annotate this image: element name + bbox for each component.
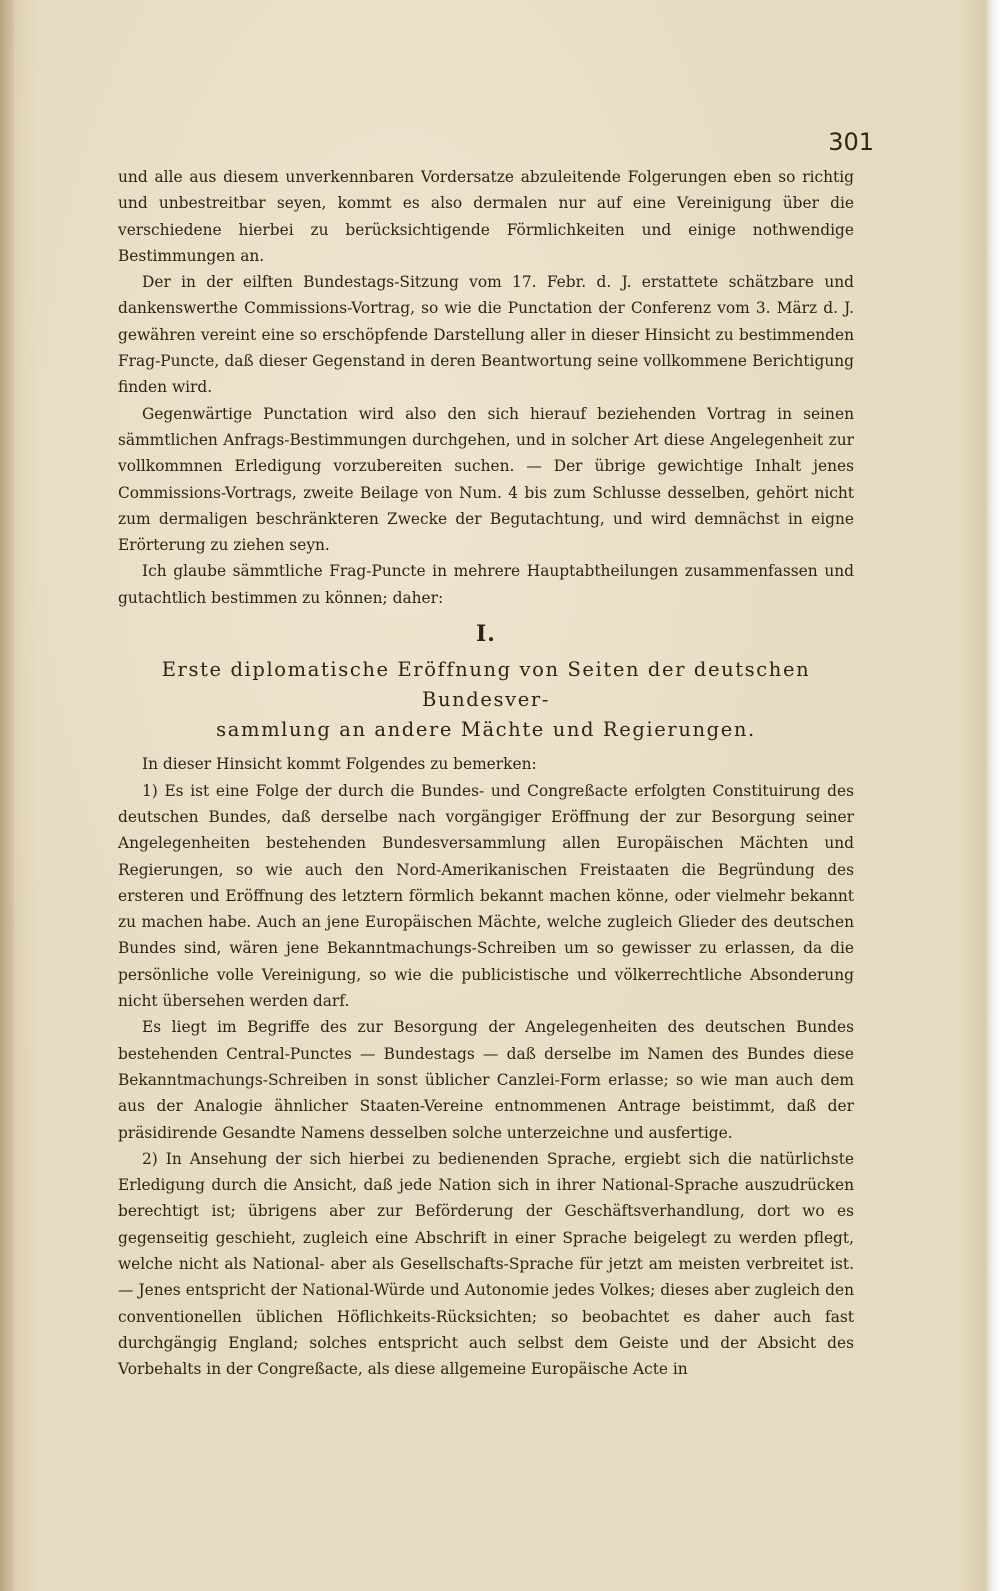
paragraph-main-questions: Ich glaube sämmtliche Frag-Puncte in mehrere Hauptabtheilungen zusammenfassen und gutachtlich bestimmen zu können; daher:: [118, 562, 854, 607]
page-spine-shadow: [0, 0, 14, 1591]
page-body: [118, 164, 854, 1382]
page-number: 301: [828, 128, 874, 156]
paragraph-commission-report: Der in der eilften Bundestags-Sitzung vom 17. Febr. d. J. erstattete schätzbare und dankenswerthe Commissions-Vortrag, so wie die Punctation der Conferenz vom 3. März d. J. gewähren vereint eine so erschöpfende Darstellung aller in dieser Hinsicht zu bestimmenden Frag-Puncte, daß dieser Gegenstand in deren Beantwortung seine vollkommene Berichtigung finden wird.: [118, 273, 854, 397]
section-heading-line-2: sammlung an andere Mächte und Regierungen.: [216, 718, 756, 742]
section-heading-line-1: Erste diplomatische Eröffnung von Seiten der deutschen Bundesver-: [161, 658, 811, 712]
paragraph-point-2: 2) In Ansehung der sich hierbei zu bedienenden Sprache, ergiebt sich die natürlichste Erledigung durch die Ansicht, daß jede Nation sich in ihrer National-Sprache auszudrücken berechtigt ist; übrigens aber zur Beförderung der Geschäftsverhandlung, dort wo es gegenseitig geschieht, zugleich eine Abschrift in einer Sprache beigelegt zu werden pflegt, welche nicht als National- aber als Gesellschafts-Sprache für jetzt am meisten verbreitet ist. — Jenes entspricht der National-Würde und Autonomie jedes Volkes; dieses aber zugleich den conventionellen üblichen Höflichkeits-Rücksichten; so beobachtet es daher auch fast durchgängig England; solches entspricht auch selbst dem Geiste und der Absicht des Vorbehalts in der Congreßacte, als diese allgemeine Europäische Acte in: [118, 1149, 854, 1379]
paragraph-central-point: Es liegt im Begriffe des zur Besorgung der Angelegenheiten des deutschen Bundes bestehenden Central-Punctes — Bundestags — daß derselbe im Namen des Bundes diese Bekanntmachungs-Schreiben in sonst üblicher Canzlei-Form erlasse; so wie man auch dem aus der Analogie ähnlicher Staaten-Vereine entnommenen Antrage beistimmt, daß der präsidirende Gesandte Namens desselben solche unterzeichne und ausfertige.: [118, 1018, 854, 1142]
paragraph-intro: In dieser Hinsicht kommt Folgendes zu bemerken:: [142, 755, 537, 774]
section-heading: [118, 655, 854, 745]
paragraph-continuation: und alle aus diesem unverkennbaren Vordersatze abzuleitende Folgerungen eben so richtig und unbestreitbar seyen, kommt es also dermalen nur auf eine Vereinigung über die verschiedene hierbei zu berücksichtigende Förmlichkeiten und einige nothwendige Bestimmungen an.: [118, 168, 854, 265]
paragraph-punctation: Gegenwärtige Punctation wird also den sich hierauf beziehenden Vortrag in seinen sämmtlichen Anfrags-Bestimmungen durchgehen, und in solcher Art diese Angelegenheit zur vollkommnen Erledigung vorzubereiten suchen. — Der übrige gewichtige Inhalt jenes Commissions-Vortrags, zweite Beilage von Num. 4 bis zum Schlusse desselben, gehört nicht zum dermaligen beschränkteren Zwecke der Begutachtung, und wird demnächst in eigne Erörterung zu ziehen seyn.: [118, 404, 854, 555]
section-numeral: I.: [476, 621, 496, 648]
paragraph-point-1: 1) Es ist eine Folge der durch die Bundes- und Congreßacte erfolgten Constituirung des deutschen Bundes, daß derselbe nach vorgängiger Eröffnung der zur Besorgung seiner Angelegenheiten bestehenden Bundesversammlung allen Europäischen Mächten und Regierungen, so wie auch den Nord-Amerikanischen Freistaaten die Begründung des ersteren und Eröffnung des letztern förmlich bekannt machen könne, oder vielmehr bekannt zu machen habe. Auch an jene Europäischen Mächte, welche zugleich Glieder des deutschen Bundes sind, wären jene Bekanntmachungs-Schreiben um so gewisser zu erlassen, da die persönliche volle Vereinigung, so wie die publicistische und völkerrechtliche Absonderung nicht übersehen werden darf.: [118, 781, 854, 1011]
